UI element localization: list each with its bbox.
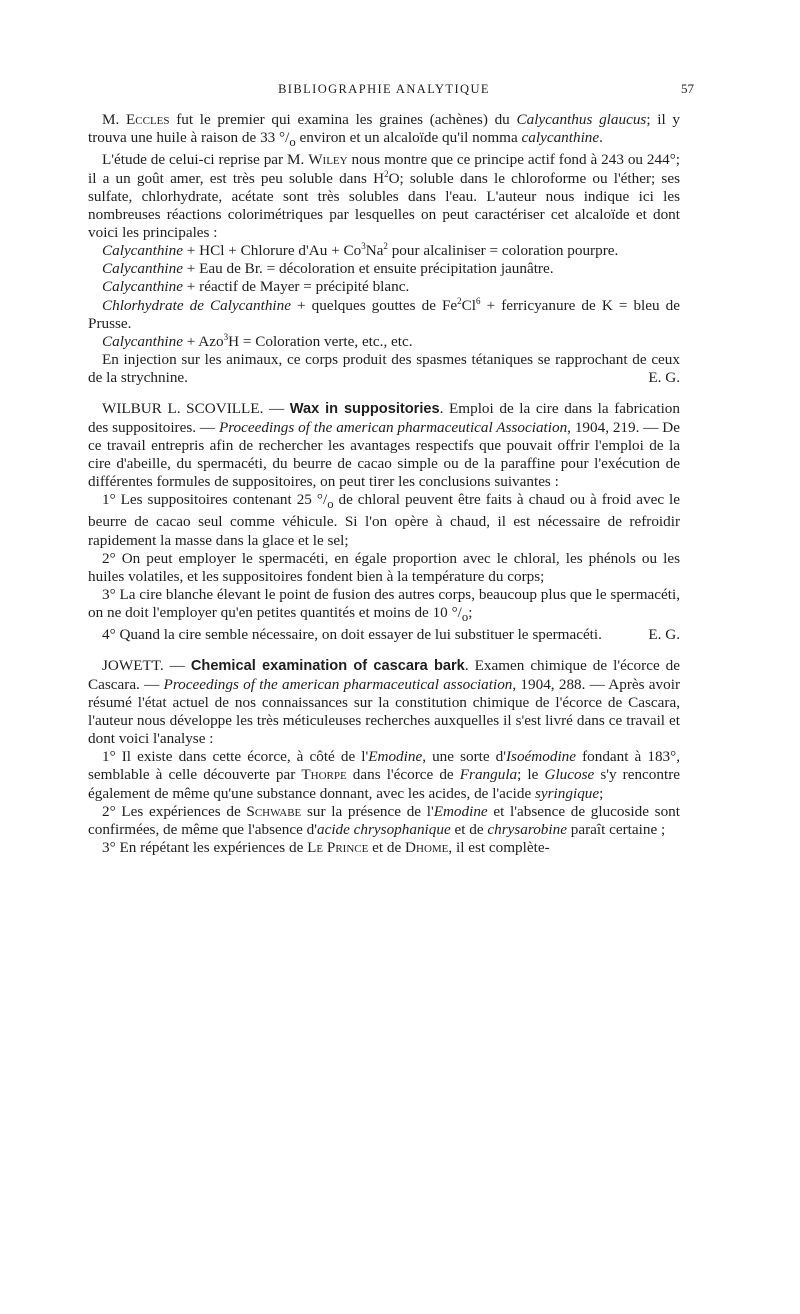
paragraph: 3° La cire blanche élevant le point de fusion des autres corps, beaucoup plus que le spermacéti, on ne doit l'employer qu'en petites quantités et moins de 10 $^\circ/_o$; <box>88 585 680 625</box>
paragraph: M. Eccles fut le premier qui examina les graines (achènes) du Calycanthus glaucus; il y trouva une huile à raison de 33 $^\circ/_o$ environ et un alcaloïde qu'il nomma calycanthine. <box>88 111 680 150</box>
paragraph: 3° En répétant les expériences de Le Prince et de Dhome, il est complète- <box>102 839 550 857</box>
paragraph: 1° Il existe dans cette écorce, à côté de l'Emodine, une sorte d'Isoémodine fondant à 183°, semblable à celle découverte par Thorpe dans l'écorce de Frangula; le Glucose s'y rencontre également de même qu'une substance donnant, avec les acides, de l'acide syringique; <box>88 748 681 802</box>
paragraph: Calycanthine + HCl + Chlorure $d'Au + Co^3Na^2$ pour alcaliniser = coloration pourpre. <box>102 241 619 260</box>
paragraph: L'étude de celui-ci reprise par M. Wiley nous montre que ce principe actif fond à 243 ou 244°; il a un goût amer, est très peu soluble dans $H^2O$; soluble dans le chloroforme ou l'éther; ses sulfate, chlorhydrate, acétate sont très solubles dans l'eau. L'auteur nous indique ici les nombreuses réactions colorimétriques par lesquelles on peut caractériser cet alcaloïde et dont voici les principales : <box>88 151 680 241</box>
paragraph: Calycanthine + Azo$^3$H = Coloration verte, etc., etc. <box>102 331 413 350</box>
paragraph: Calycanthine + réactif de Mayer = précipité blanc. <box>102 278 410 296</box>
running-title: BIBLIOGRAPHIE ANALYTIQUE <box>278 82 490 96</box>
paragraph: En injection sur les animaux, ce corps produit des spasmes tétaniques se rapprochant de ceux de la strychnine. E. G. <box>88 351 680 387</box>
paragraph: 1° Les suppositoires contenant 25 $^\circ/_o$ de chloral peuvent être faits à chaud ou à froid avec le beurre de cacao seul comme véhicule. Si l'on opère à chaud, il est nécessaire de refroidir rapidement la masse dans la glace et le sel; <box>88 491 680 549</box>
paragraph: 2° On peut employer le spermacéti, en égale proportion avec le chloral, les phénols ou les huiles volatiles, et les suppositoires fondent bien à la température du corps; <box>88 549 680 585</box>
running-header <box>88 80 694 104</box>
entry-cascara-bark <box>88 657 680 857</box>
paragraph: 2° Les expériences de Schwabe sur la présence de l'Emodine et l'absence de glucoside sont confirmées, de même que l'absence d'acide chrysophanique et de chrysarobine paraît certaine ; <box>88 802 680 838</box>
paragraph: JOWETT. — Chemical examination of cascara bark. Examen chimique de l'écorce de Cascara. — Proceedings of the american pharmaceutical association, 1904, 288. — Après avoir résumé l'état actuel de nos connaissances sur la constitution chimique de l'écorce de Cascara, l'auteur nous développe les très méticuleuses recherches auxquelles il s'est livré dans ce travail et dont voici l'analyse : <box>88 657 681 748</box>
paragraph: 4° Quand la cire semble nécessaire, on doit essayer de lui substituer le spermacéti. E. G. <box>102 626 680 644</box>
entry-wax-in-suppositories <box>88 400 680 644</box>
page-number: 57 <box>681 81 694 96</box>
paragraph: WILBUR L. SCOVILLE. — Wax in suppositories. Emploi de la cire dans la fabrication des suppositoires. — Proceedings of the american pharmaceutical Association, 1904, 219. — De ce travail entrepris afin de rechercher les avantages respectifs que pouvait offrir l'emploi de la cire d'abeille, du spermacéti, du beurre de cacao simple ou de la paraffine pour l'exécution de différentes formules de suppositoires, on peut tirer les conclusions suivantes : <box>88 400 681 490</box>
paragraph: Chlorhydrate de Calycanthine + quelques gouttes de $Fe^2Cl^6$ + ferricyanure de K = bleu de Prusse. <box>88 295 680 332</box>
entry-calycanthine <box>88 111 680 387</box>
paragraph: Calycanthine + Eau de Br. = décoloration et ensuite précipitation jaunâtre. <box>102 260 554 278</box>
